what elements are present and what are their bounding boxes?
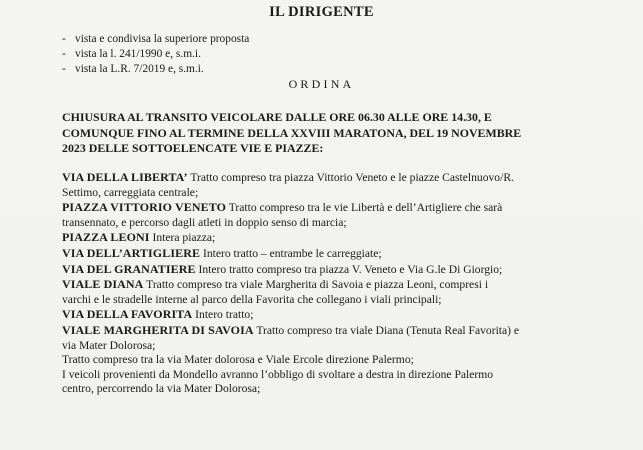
order-title-line: COMUNQUE FINO AL TERMINE DELLA XXVIII MARATONA, DEL 19 NOVEMBRE — [62, 125, 522, 140]
street-entry — [62, 277, 614, 307]
street-description: Settimo, carreggiata centrale; — [62, 185, 199, 199]
street-description: varchi e le stradelle interne al parco della Favorita che collegano i viali principali; — [62, 292, 442, 306]
closing-line: I veicoli provenienti da Mondello avranno l’obbligo di svoltare a destra in direzione Palermo — [62, 367, 494, 381]
street-description: via Mater Dolorosa; — [62, 338, 156, 352]
street-name: PIAZZA VITTORIO VENETO — [62, 200, 227, 215]
closing-line: centro, percorrendo la via Mater Dolorosa; — [62, 382, 261, 396]
premises-list — [62, 32, 249, 77]
street-description: Intero tratto – entrambe le carreggiate; — [200, 246, 382, 260]
street-description: Tratto compreso tra viale Margherita di Savoia e piazza Leoni, compresi i — [143, 278, 489, 292]
closing-line: Tratto compreso tra la via Mater dolorosa e Viale Ercole direzione Palermo; — [62, 353, 414, 367]
ordina-label: ORDINA — [288, 77, 355, 91]
streets-list — [62, 170, 614, 397]
street-entry — [62, 246, 614, 262]
street-name: VIA DELLA LIBERTA’ — [62, 170, 188, 184]
street-name: VIA DELL’ARTIGLIERE — [62, 245, 201, 260]
street-name: VIA DEL GRANATIERE — [62, 261, 196, 276]
street-description: Tratto compreso tra le vie Libertà e dell’Artigliere che sarà — [226, 201, 503, 215]
street-name: VIALE DIANA — [62, 277, 144, 292]
order-title-line: CHIUSURA AL TRANSITO VEICOLARE DALLE ORE 06.30 ALLE ORE 14.30, E — [62, 110, 492, 124]
street-description: Intero tratto compreso tra piazza V. Veneto e Via G.le Di Giorgio; — [195, 262, 503, 276]
street-entry — [62, 262, 614, 278]
street-description: Intera piazza; — [149, 231, 216, 245]
street-entry — [62, 323, 614, 353]
street-description: transennato, e percorso dagli atleti in doppio senso di marcia; — [62, 215, 347, 229]
street-name: VIA DELLA FAVORITA — [62, 307, 193, 322]
street-description: Intero tratto; — [192, 308, 254, 322]
street-entry — [62, 230, 614, 246]
premise-item: - vista la L.R. 7/2019 e, s.m.i. — [62, 62, 249, 77]
street-description: Tratto compreso tra piazza Vittorio Veneto e le piazze Castelnuovo/R. — [187, 171, 514, 184]
premise-item: - vista la l. 241/1990 e, s.m.i. — [62, 47, 249, 62]
street-entry — [62, 170, 614, 200]
order-title-line: 2023 DELLE SOTTOELENCATE VIE E PIAZZE: — [62, 141, 324, 155]
document-heading: IL DIRIGENTE — [269, 4, 374, 20]
premise-item: - vista e condivisa la superiore proposta — [62, 32, 249, 47]
street-entry — [62, 307, 614, 323]
street-entry — [62, 200, 614, 230]
street-description: Tratto compreso tra viale Diana (Tenuta Real Favorita) e — [253, 323, 520, 337]
street-name: PIAZZA LEONI — [62, 230, 150, 245]
order-title — [62, 110, 614, 157]
street-name: VIALE MARGHERITA DI SAVOIA — [62, 322, 254, 337]
